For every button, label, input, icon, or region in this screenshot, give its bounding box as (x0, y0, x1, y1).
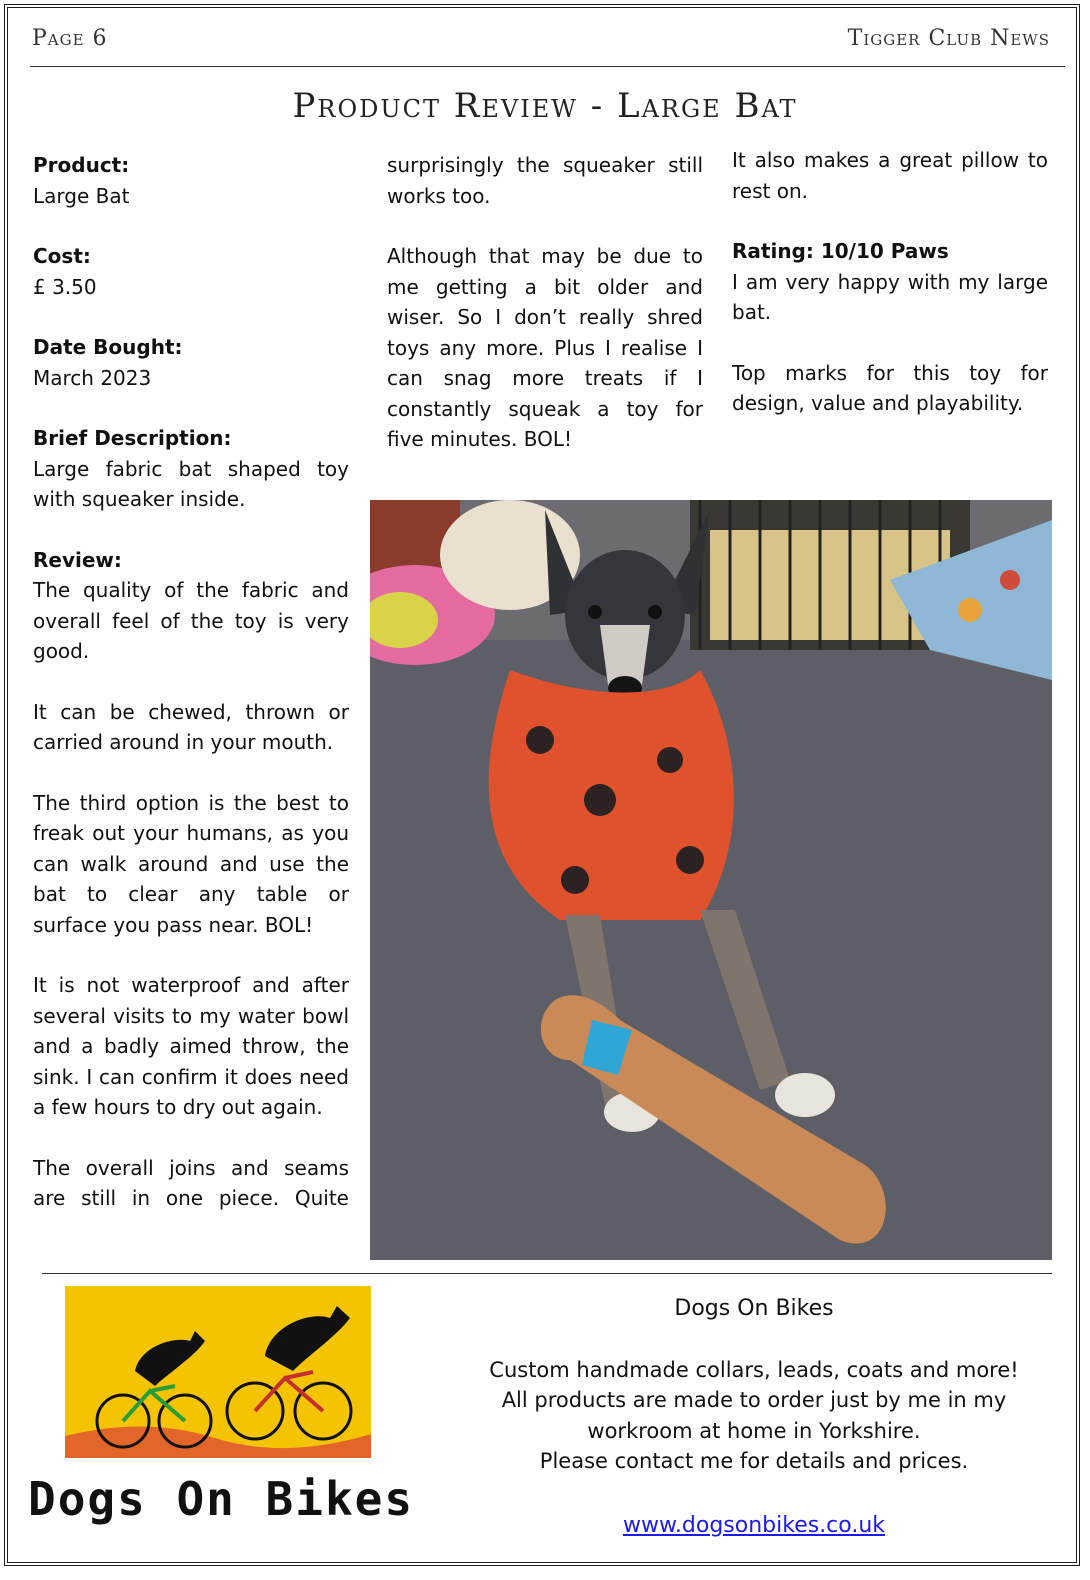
website-link[interactable]: www.dogsonbikes.co.uk (622, 1512, 886, 1538)
dogs-on-bikes-illustration (65, 1286, 371, 1458)
review-paragraph: The overall joins and seams are still in one piece. Quite (33, 1155, 349, 1210)
ad-line: All products are made to order just by me in my (501, 1388, 1007, 1412)
brief-label: Brief Description: (33, 426, 232, 450)
column-middle (387, 150, 703, 485)
review-paragraph: The quality of the fabric and overall feel of the toy is very good. (33, 578, 349, 663)
jumper-print (676, 846, 704, 874)
middle-paragraph: Although that may be due to me getting a bit older and wiser. So I don’t really shred toys any more. Plus I realise I can snag more treats if I constantly squeak a toy for five minutes. BOL! (387, 244, 703, 451)
footer-rule (42, 1273, 1052, 1274)
cost-value: £ 3.50 (33, 274, 97, 299)
rating-text: I am very happy with my large bat. (732, 269, 1048, 324)
middle-paragraph: surprisingly the squeaker still works too. (387, 153, 703, 208)
product-value: Large Bat (33, 183, 130, 208)
date-value: March 2023 (33, 365, 152, 390)
date-label: Date Bought: (33, 335, 183, 359)
jumper-print (526, 726, 554, 754)
review-paragraph: The third option is the best to freak out your humans, as you can walk around and use the bat to clear any table or surface you pass near. BOL! (33, 790, 349, 937)
rating-label: Rating: 10/10 Paws (732, 239, 949, 263)
product-block (33, 150, 349, 211)
page-header (32, 26, 1050, 56)
brief-block (33, 423, 349, 515)
review-label: Review: (33, 547, 122, 572)
pillow-paragraph: It also makes a great pillow to rest on. (732, 148, 1048, 203)
dog-eye (648, 605, 662, 619)
column-left (33, 150, 349, 1244)
page-number: Page 6 (32, 26, 108, 51)
cost-block (33, 241, 349, 302)
jumper-print (584, 784, 616, 816)
product-label: Product: (33, 153, 130, 177)
date-block (33, 332, 349, 393)
column-right (732, 145, 1048, 449)
review-paragraph: It can be chewed, thrown or carried around in your mouth. (33, 699, 349, 754)
brief-value: Large fabric bat shaped toy with squeaker inside. (33, 456, 349, 511)
header-rule (30, 66, 1065, 67)
jumper-print (561, 866, 589, 894)
dog-with-bat-photo (370, 500, 1052, 1260)
rating-block (732, 236, 1048, 328)
cushion-pattern (958, 598, 982, 622)
dog-paw (775, 1073, 835, 1117)
page-title: Product Review - Large Bat (292, 86, 798, 126)
review-paragraph: It is not waterproof and after several visits to my water bowl and a badly aimed throw, the sink. I can confirm it does need a few hours to dry out again. (33, 973, 349, 1119)
ad-line: Custom handmade collars, leads, coats and more! (489, 1357, 1019, 1382)
ad-line: workroom at home in Yorkshire. (587, 1418, 921, 1443)
jumper-print (657, 747, 683, 773)
ad-title: Dogs On Bikes (674, 1296, 834, 1321)
cushion-pattern (1000, 570, 1020, 590)
top-marks-paragraph: Top marks for this toy for design, value and playability. (732, 360, 1048, 415)
newsletter-name: Tigger Club News (847, 26, 1050, 51)
ad-text (454, 1294, 1054, 1541)
ad-line: Please contact me for details and prices. (539, 1449, 969, 1473)
dogs-on-bikes-logo: Dogs On Bikes (28, 1472, 415, 1526)
review-block (33, 545, 349, 576)
dog-eye (588, 605, 602, 619)
cost-label: Cost: (33, 244, 91, 268)
